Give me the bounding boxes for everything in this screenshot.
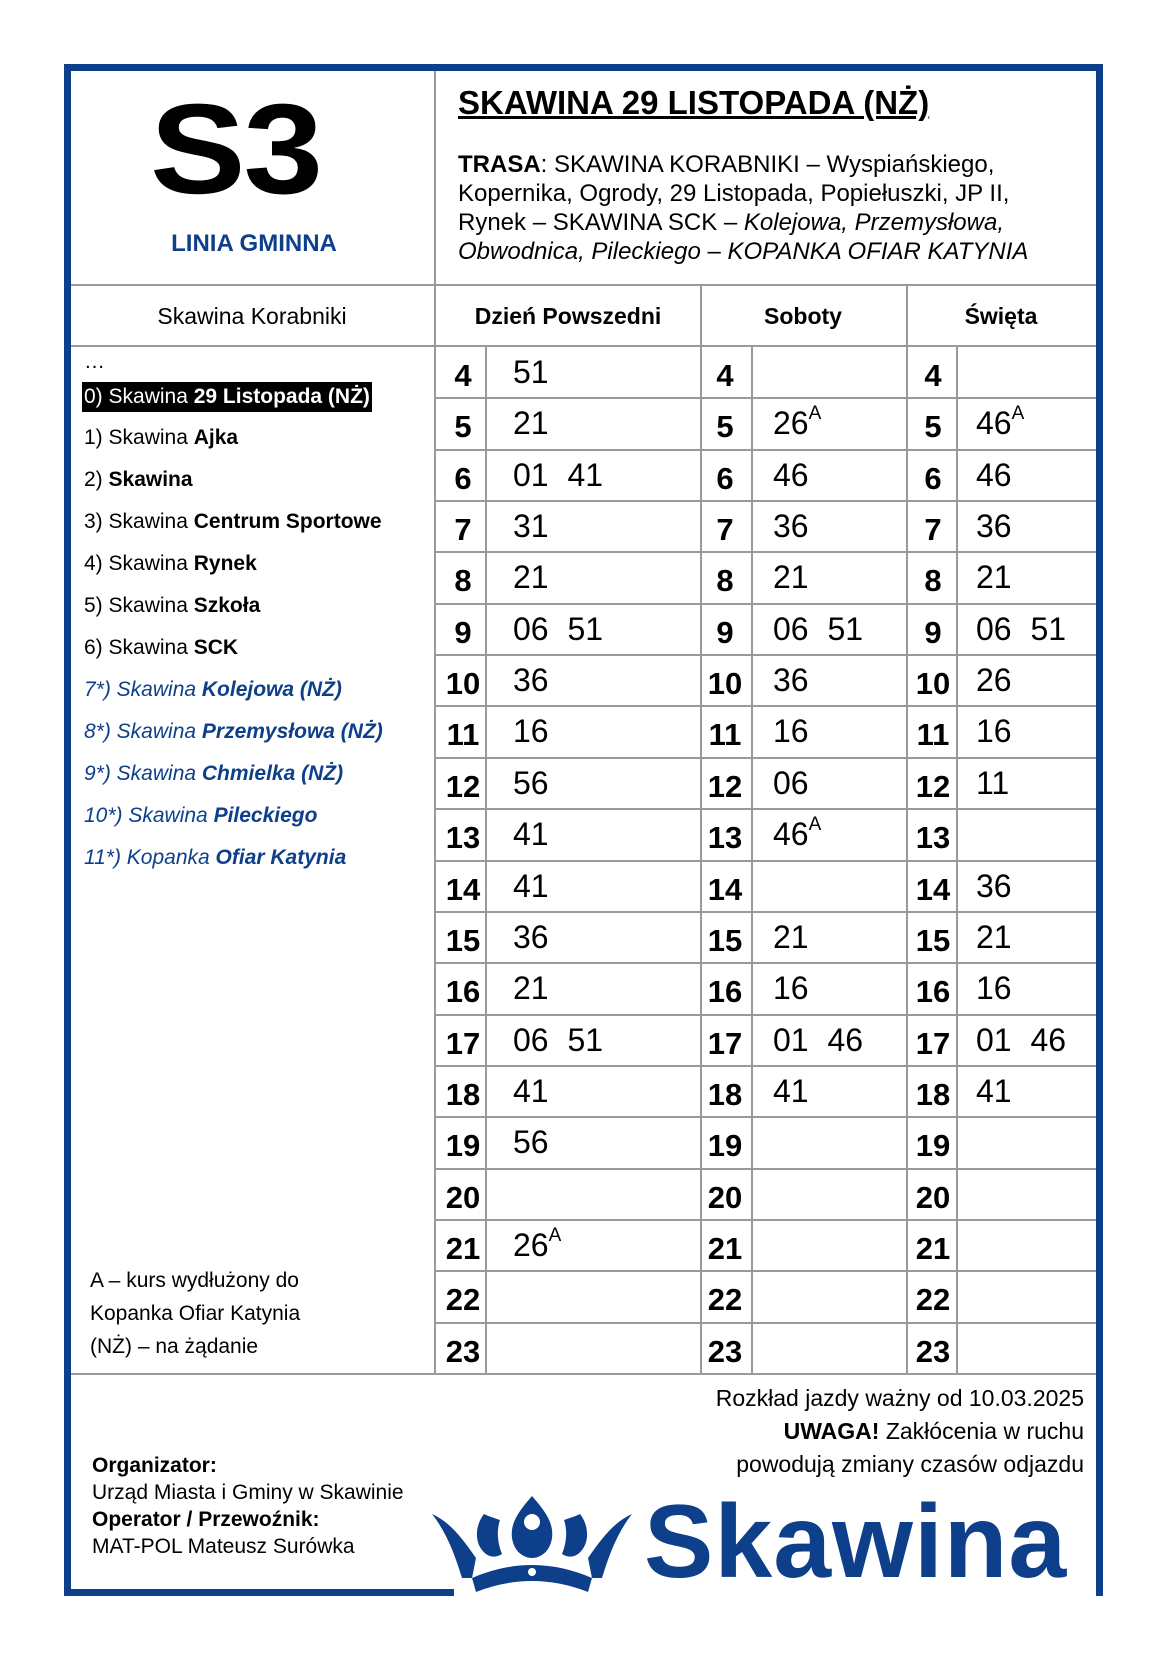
saturday-hour: 7: [716, 512, 734, 548]
saturday-hour: 23: [707, 1333, 743, 1369]
organizer-block: [92, 1452, 404, 1560]
departure-minute: 26: [976, 662, 1012, 699]
saturday-minutes: [773, 713, 809, 750]
weekday-hour: 9: [454, 614, 472, 650]
weekday-minutes: [513, 713, 549, 750]
weekday-hour-divider: [485, 346, 487, 1373]
row-divider: [436, 1014, 1096, 1016]
saturday-hour-divider: [751, 346, 753, 1373]
stop-prefix: 7*) Skawina: [84, 678, 202, 701]
departure-minute: 56: [513, 1124, 549, 1161]
departure-minute: 51: [567, 610, 604, 647]
row-divider: [436, 654, 1096, 656]
holiday-minutes: [976, 1022, 1066, 1059]
stop-prefix: 0) Skawina: [84, 385, 194, 408]
holiday-hour: 9: [924, 614, 942, 650]
weekday-hour: 19: [445, 1128, 481, 1164]
route-description: [458, 150, 1078, 266]
row-divider: [436, 1168, 1096, 1170]
stop-name: Skawina: [108, 468, 193, 491]
holiday-hour: 21: [915, 1230, 951, 1266]
row-divider: [436, 1116, 1096, 1118]
weekday-hour: 7: [454, 512, 472, 548]
holiday-minutes: [976, 970, 1012, 1007]
departure-minute: 41: [513, 867, 549, 904]
stop-name: Ajka: [193, 426, 239, 449]
weekday-hour: 11: [446, 717, 480, 753]
departure-minute: 06: [773, 764, 809, 801]
stop-item: [84, 846, 346, 870]
holiday-header: Święta: [964, 303, 1038, 329]
stop-prefix: 2): [84, 468, 109, 491]
saturday-minutes: [773, 559, 809, 596]
departure-minute: 16: [976, 970, 1012, 1007]
departure-minute: 51: [827, 610, 864, 647]
holiday-hour: 11: [916, 717, 950, 753]
departure-minute: 06: [976, 610, 1012, 647]
extended-route-marker: A: [1011, 403, 1025, 425]
stop-item: [84, 350, 105, 374]
departure-minute: 51: [513, 354, 549, 390]
direction-header: Skawina Korabniki: [157, 303, 347, 329]
saturday-hour: 21: [707, 1230, 743, 1266]
holiday-hour: 8: [924, 563, 942, 599]
weekday-minutes: [513, 919, 549, 956]
holiday-minutes: [976, 405, 1024, 442]
saturday-minutes: [773, 816, 821, 853]
frame-bottom-bar: [64, 1589, 454, 1596]
column-header-divider: [71, 345, 1096, 347]
saturday-hour: 14: [707, 871, 743, 907]
departure-minute: 46: [976, 456, 1012, 493]
route-line-4: Obwodnica, Pileckiego – KOPANKA OFIAR KATYNIA: [458, 238, 1029, 265]
weekday-hour: 16: [445, 974, 481, 1010]
row-divider: [436, 860, 1096, 862]
weekday-minutes: [513, 457, 603, 494]
row-divider: [436, 500, 1096, 502]
line-number: S3: [150, 78, 321, 221]
departure-minute: 06: [513, 1021, 549, 1058]
holiday-hour: 15: [915, 922, 951, 958]
stop-name: Rynek: [193, 552, 257, 575]
stop-item: [84, 804, 317, 828]
departure-minute: 21: [773, 559, 809, 596]
holiday-hour: 12: [915, 768, 951, 804]
extended-route-marker: A: [808, 403, 822, 425]
departure-minute: 36: [976, 867, 1012, 904]
stop-prefix: 11*) Kopanka: [84, 846, 216, 869]
skawina-logo-text: Skawina: [644, 1484, 1068, 1600]
left-column-divider: [434, 71, 436, 1374]
holiday-hour: 16: [915, 974, 951, 1010]
departure-minute: 51: [567, 1021, 604, 1058]
departure-minute: 21: [773, 918, 809, 955]
holiday-minutes: [976, 919, 1012, 956]
row-divider: [436, 449, 1096, 451]
stop-name: Szkoła: [193, 594, 261, 617]
row-divider: [436, 808, 1096, 810]
weekday-minutes: [513, 354, 549, 391]
departure-minute: 01: [513, 456, 549, 493]
legend-line-1: A – kurs wydłużony do: [90, 1269, 299, 1292]
weekday-minutes: [513, 1224, 562, 1264]
saturday-minutes: [773, 457, 809, 494]
saturday-minutes: [773, 970, 809, 1007]
stop-name: Ofiar Katynia: [215, 846, 347, 869]
stop-prefix: …: [84, 350, 105, 373]
saturday-hour: 6: [716, 460, 734, 496]
saturday-hour: 4: [716, 358, 734, 393]
footer-divider: [71, 1373, 1096, 1375]
holiday-minutes: [976, 765, 1009, 802]
valid-from: Rozkład jazdy ważny od 10.03.2025: [715, 1385, 1084, 1411]
weekday-hour: 22: [445, 1282, 481, 1318]
weekday-header: Dzień Powszedni: [474, 303, 662, 329]
current-stop: [82, 382, 372, 412]
saturday-hour: 9: [716, 614, 734, 650]
weekday-hour: 12: [445, 768, 481, 804]
stop-item: [84, 678, 342, 702]
departure-minute: 46: [827, 1021, 864, 1058]
route-line-1: : SKAWINA KORABNIKI – Wyspiańskiego,: [540, 151, 995, 178]
notice-bold: UWAGA!: [783, 1418, 880, 1444]
departure-minute: 26: [513, 1226, 549, 1263]
holiday-hour: 6: [924, 460, 942, 496]
row-divider: [436, 962, 1096, 964]
operator-label: Operator / Przewoźnik:: [92, 1508, 320, 1531]
stop-prefix: 10*) Skawina: [84, 804, 214, 827]
saturday-minutes: [773, 662, 809, 699]
weekday-minutes: [513, 868, 549, 905]
extended-route-marker: A: [808, 814, 822, 836]
notice-line-2: powodują zmiany czasów odjazdu: [736, 1451, 1084, 1477]
route-line-2: Kopernika, Ogrody, 29 Listopada, Popiełuszki, JP II,: [458, 180, 1010, 207]
departure-minute: 26: [773, 405, 809, 442]
stop-name: SCK: [193, 636, 239, 659]
departure-minute: 46: [976, 405, 1012, 442]
validity-notice: [716, 1382, 1084, 1481]
saturday-hour: 19: [707, 1128, 743, 1164]
departure-minute: 41: [513, 816, 549, 853]
row-divider: [436, 1065, 1096, 1067]
holiday-hour: 23: [915, 1333, 951, 1369]
departure-minute: 41: [773, 1072, 809, 1109]
weekday-hour: 21: [445, 1230, 481, 1266]
departure-minute: 46: [773, 456, 809, 493]
weekday-minutes: [513, 765, 549, 802]
holiday-hour: 14: [915, 871, 951, 907]
holiday-minutes: [976, 508, 1012, 545]
saturday-hour: 18: [707, 1076, 743, 1112]
crown-logo-icon: [432, 1492, 632, 1592]
stop-name: 29 Listopada (NŻ): [193, 385, 370, 408]
weekday-minutes: [513, 1022, 603, 1059]
holiday-hour: 20: [915, 1179, 951, 1215]
departure-minute: 41: [513, 1072, 549, 1109]
operator-name: MAT-POL Mateusz Surówka: [92, 1535, 355, 1558]
departure-minute: 36: [513, 918, 549, 955]
stop-name: Kolejowa (NŻ): [201, 678, 342, 701]
stop-item: [84, 720, 383, 744]
holiday-hour: 7: [924, 512, 942, 548]
saturday-hour: 15: [707, 922, 743, 958]
departure-minute: 21: [513, 970, 549, 1007]
stop-item: [84, 468, 193, 492]
row-divider: [436, 705, 1096, 707]
departure-minute: 36: [773, 662, 809, 699]
departure-minute: 06: [513, 610, 549, 647]
stop-name: Pileckiego: [213, 804, 318, 827]
stop-name: Chmielka (NŻ): [201, 762, 344, 785]
legend-line-3: (NŻ) – na żądanie: [90, 1335, 259, 1358]
departure-minute: 16: [976, 713, 1012, 750]
departure-minute: 21: [513, 559, 549, 596]
route-label: TRASA: [458, 151, 541, 178]
stop-prefix: 8*) Skawina: [84, 720, 202, 743]
weekday-minutes: [513, 405, 549, 442]
holiday-minutes: [976, 559, 1012, 596]
weekday-hour: 5: [454, 409, 472, 445]
holiday-minutes: [976, 868, 1012, 905]
weekday-hour: 14: [445, 871, 481, 907]
row-divider: [436, 1219, 1096, 1221]
weekday-hour: 10: [445, 666, 481, 702]
saturday-hour: 22: [707, 1282, 743, 1318]
row-divider: [436, 551, 1096, 553]
stop-item: [84, 510, 382, 534]
holiday-minutes: [976, 1073, 1012, 1110]
departure-minute: 16: [773, 713, 809, 750]
weekday-minutes: [513, 970, 549, 1007]
holiday-minutes: [976, 662, 1012, 699]
weekday-minutes: [513, 611, 603, 648]
departure-minute: 41: [567, 456, 604, 493]
departure-minute: 06: [773, 610, 809, 647]
weekday-hour: 4: [454, 358, 472, 393]
departure-minute: 16: [513, 713, 549, 750]
departure-minute: 46: [1030, 1021, 1067, 1058]
route-line-3: Rynek – SKAWINA SCK –: [458, 209, 744, 236]
departure-minute: 21: [976, 918, 1012, 955]
notice-rest: Zakłócenia w ruchu: [879, 1418, 1084, 1444]
notice-line-1: [716, 1415, 1084, 1448]
row-divider: [436, 397, 1096, 399]
saturday-hour: 10: [707, 666, 743, 702]
weekday-hour: 6: [454, 460, 472, 496]
row-divider: [436, 911, 1096, 913]
saturday-minutes: [773, 611, 863, 648]
departure-minute: 21: [976, 559, 1012, 596]
stop-title: SKAWINA 29 LISTOPADA (NŻ): [458, 84, 930, 121]
holiday-hour: 13: [915, 820, 951, 856]
row-divider: [436, 1322, 1096, 1324]
saturday-hour: 16: [707, 974, 743, 1010]
row-divider: [436, 757, 1096, 759]
departure-minute: 11: [976, 764, 1010, 801]
departure-minute: 01: [976, 1021, 1012, 1058]
row-divider: [436, 603, 1096, 605]
holiday-hour: 18: [915, 1076, 951, 1112]
saturday-minutes: [773, 765, 809, 802]
weekday-minutes: [513, 816, 549, 853]
stop-prefix: 4) Skawina: [84, 552, 194, 575]
stop-name: Przemysłowa (NŻ): [201, 720, 383, 743]
header-divider: [71, 284, 1096, 286]
saturday-hour: 5: [716, 409, 734, 445]
saturday-hour: 13: [707, 820, 743, 856]
weekday-hour: 23: [445, 1333, 481, 1369]
holiday-hour: 5: [924, 409, 942, 445]
organizer-label: Organizator:: [92, 1454, 217, 1477]
saturday-header: Soboty: [764, 303, 842, 329]
holiday-minutes: [976, 611, 1066, 648]
departure-minute: 51: [1030, 610, 1067, 647]
weekday-minutes: [513, 1124, 549, 1161]
line-type: LINIA GMINNA: [171, 230, 337, 257]
departure-minute: 01: [773, 1021, 809, 1058]
saturday-hour: 20: [707, 1179, 743, 1215]
saturday-minutes: [773, 919, 809, 956]
holiday-hour-divider: [956, 346, 958, 1373]
saturday-hour: 8: [716, 563, 734, 599]
extended-route-marker: A: [548, 1224, 562, 1246]
weekday-hour: 8: [454, 563, 472, 599]
stop-prefix: 9*) Skawina: [84, 762, 202, 785]
departure-minute: 36: [976, 508, 1012, 545]
weekday-hour: 13: [445, 820, 481, 856]
weekday-minutes: [513, 662, 549, 699]
route-line-3-italic: Kolejowa, Przemysłowa,: [743, 209, 1004, 236]
stop-item: [84, 636, 238, 660]
stop-prefix: 3) Skawina: [84, 510, 194, 533]
weekday-hour: 18: [445, 1076, 481, 1112]
stop-item: [84, 426, 238, 450]
holiday-minutes: [976, 713, 1012, 750]
saturday-hour: 11: [708, 717, 742, 753]
saturday-hour: 17: [707, 1025, 743, 1061]
stop-item: [84, 552, 257, 576]
stop-item: [84, 594, 260, 618]
departure-minute: 21: [513, 405, 549, 442]
departure-minute: 56: [513, 764, 549, 801]
stop-item: [84, 762, 343, 786]
row-divider: [436, 1270, 1096, 1272]
stop-prefix: 1) Skawina: [84, 426, 194, 449]
holiday-hour: 10: [915, 666, 951, 702]
stop-name: Centrum Sportowe: [193, 510, 382, 533]
stop-prefix: 5) Skawina: [84, 594, 194, 617]
departure-minute: 46: [773, 816, 809, 853]
saturday-hour: 12: [707, 768, 743, 804]
saturday-minutes: [773, 1073, 809, 1110]
departure-minute: 41: [976, 1072, 1012, 1109]
saturday-minutes: [773, 508, 809, 545]
organizer-name: Urząd Miasta i Gminy w Skawinie: [92, 1481, 404, 1504]
departure-minute: 31: [513, 508, 549, 545]
weekday-minutes: [513, 1073, 549, 1110]
holiday-hour: 19: [915, 1128, 951, 1164]
saturday-minutes: [773, 405, 821, 442]
saturday-minutes: [773, 1022, 863, 1059]
weekday-hour: 15: [445, 922, 481, 958]
legend: [90, 1264, 300, 1363]
holiday-hour: 22: [915, 1282, 951, 1318]
weekday-minutes: [513, 559, 549, 596]
holiday-hour: 4: [924, 358, 942, 393]
holiday-hour: 17: [915, 1025, 951, 1061]
stop-prefix: 6) Skawina: [84, 636, 194, 659]
weekday-minutes: [513, 508, 549, 545]
departure-minute: 36: [773, 508, 809, 545]
holiday-minutes: [976, 457, 1012, 494]
legend-line-2: Kopanka Ofiar Katynia: [90, 1302, 301, 1325]
departure-minute: 16: [773, 970, 809, 1007]
departure-minute: 36: [513, 662, 549, 699]
weekday-hour: 17: [445, 1025, 481, 1061]
weekday-hour: 20: [445, 1179, 481, 1215]
